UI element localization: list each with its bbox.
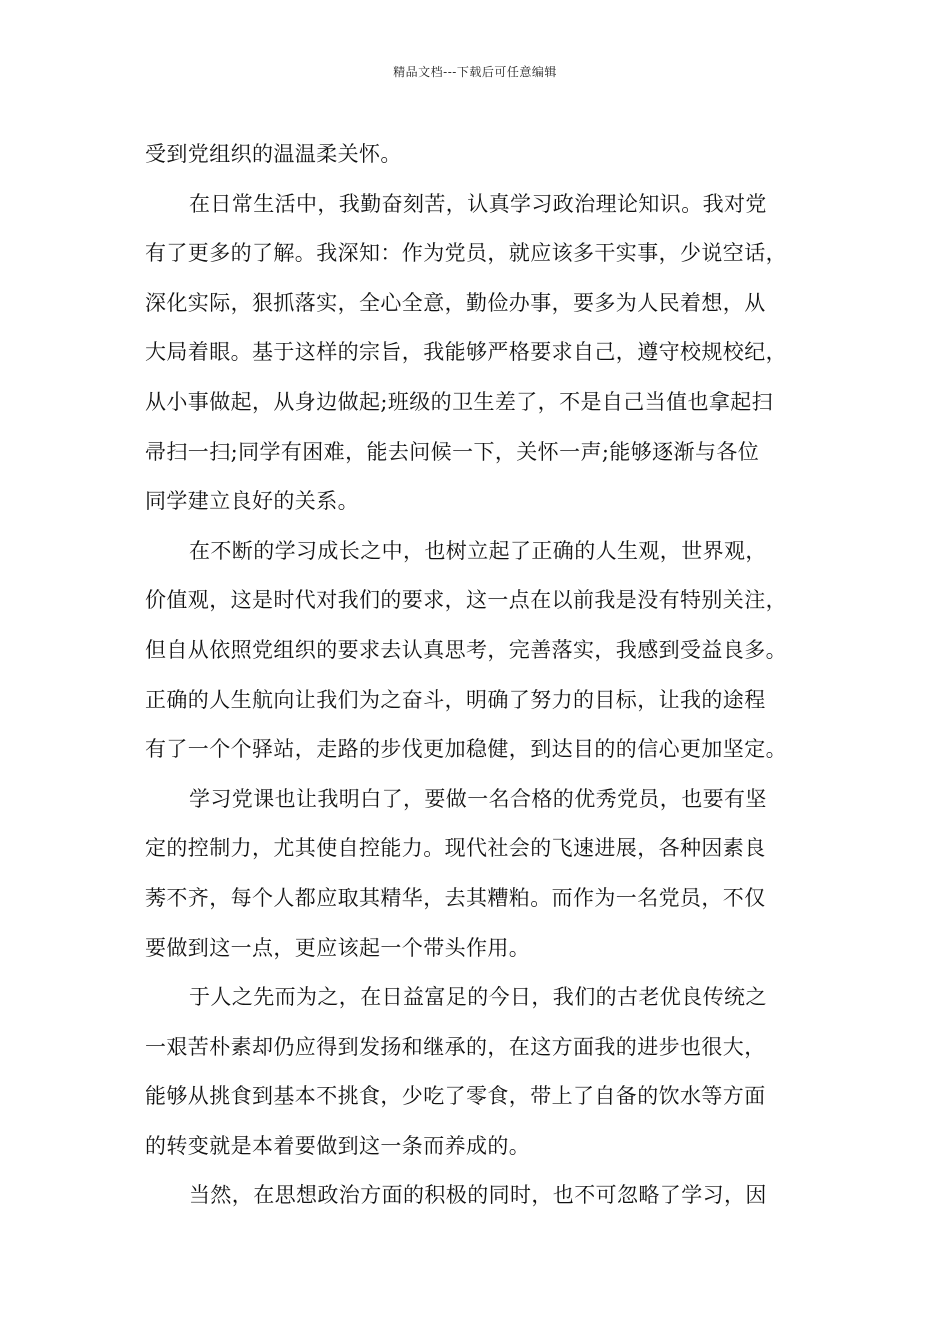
text-line: 要做到这一点，更应该起一个带头作用。: [145, 935, 531, 960]
text-line: 正确的人生航向让我们为之奋斗，明确了努力的目标，让我的途程: [145, 687, 766, 712]
text-line: 从小事做起，从身边做起;班级的卫生差了，不是自己当值也拿起扫: [145, 389, 774, 414]
text-line: 帚扫一扫;同学有困难，能去问候一下，关怀一声;能够逐渐与各位: [145, 439, 760, 464]
text-line: 于人之先而为之，在日益富足的今日，我们的古老优良传统之: [189, 985, 767, 1010]
text-line: 深化实际，狠抓落实，全心全意，勤俭办事，要多为人民着想，从: [145, 290, 766, 315]
text-line: 但自从依照党组织的要求去认真思考，完善落实，我感到受益良多。: [145, 637, 787, 662]
text-line: 学习党课也让我明白了，要做一名合格的优秀党员，也要有坚: [189, 786, 767, 811]
text-line: 有了更多的了解。我深知：作为党员，就应该多干实事，少说空话，: [145, 241, 787, 266]
text-line: 受到党组织的温温柔关怀。: [145, 142, 402, 166]
text-line: 同学建立良好的关系。: [145, 489, 359, 514]
text-line: 定的控制力，尤其使自控能力。现代社会的飞速进展，各种因素良: [145, 836, 766, 861]
text-line: 能够从挑食到基本不挑食，少吃了零食，带上了自备的饮水等方面: [145, 1084, 766, 1109]
text-line: 大局着眼。基于这样的宗旨，我能够严格要求自己，遵守校规校纪，: [145, 340, 787, 365]
text-line: 当然，在思想政治方面的积极的同时，也不可忽略了学习，因: [189, 1183, 767, 1208]
text-line: 的转变就是本着要做到这一条而养成的。: [145, 1133, 531, 1158]
text-line: 莠不齐，每个人都应取其精华，去其糟粕。而作为一名党员，不仅: [145, 885, 766, 910]
document-body: [145, 130, 810, 1221]
text-line: 一艰苦朴素却仍应得到发扬和继承的，在这方面我的进步也很大，: [145, 1034, 766, 1059]
text-line: 价值观，这是时代对我们的要求，这一点在以前我是没有特别关注，: [145, 588, 787, 613]
text-line: 有了一个个驿站，走路的步伐更加稳健，到达目的的信心更加坚定。: [145, 737, 787, 762]
text-line: 在不断的学习成长之中，也树立起了正确的人生观，世界观，: [189, 538, 767, 563]
text-line: 在日常生活中，我勤奋刻苦，认真学习政治理论知识。我对党: [189, 191, 767, 216]
page-header: 精品文档---下载后可任意编辑: [393, 65, 557, 79]
